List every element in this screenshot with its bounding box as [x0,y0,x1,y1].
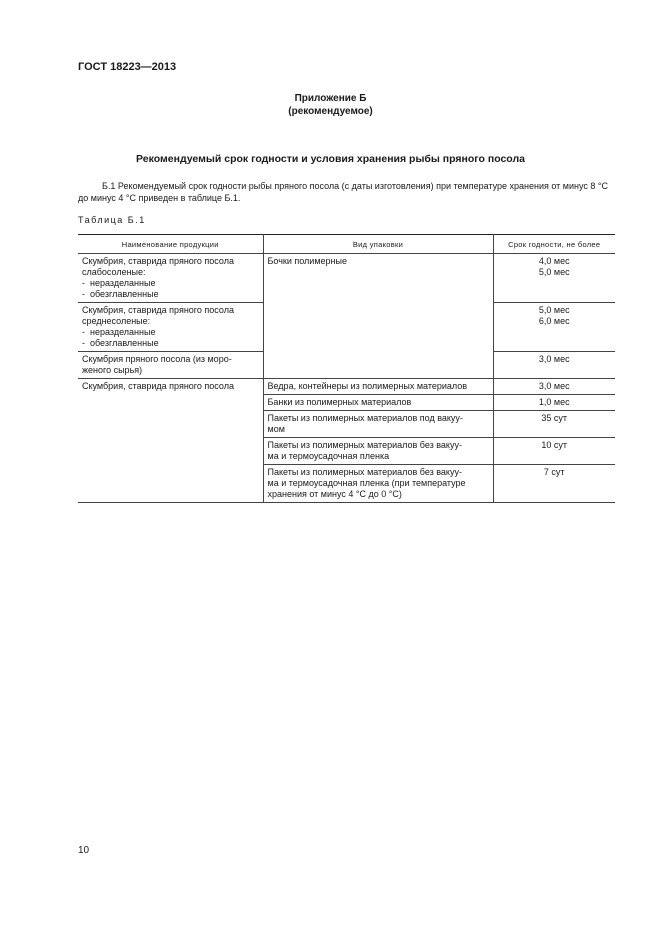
term-cell: 35 сут [493,411,615,438]
product-item: - обезглавленные [82,338,259,349]
product-title: Скумбрия, ставрида пряного посола [82,305,234,315]
product-cell [78,303,263,352]
header-term: Срок годности, не более [493,235,615,254]
term-cell: 3,0 мес [493,379,615,395]
header-packaging: Вид упаковки [263,235,493,254]
packaging-cell [263,379,493,395]
term-value: 5,0 мес [538,305,570,315]
paragraph-b1: Б.1 Рекомендуемый срок годности рыбы пряного посола (с даты изготовления) при температуре хранения от минус 8 °С до минус 4 °С приведен в таблице Б.1. [78,181,608,203]
packaging-text: Ведра, контейнеры из полимерных материалов [267,381,468,391]
term-cell [493,254,615,303]
term-value: 6,0 мес [538,316,570,326]
shelf-life-table [78,234,615,503]
product-title: женого сырья) [82,365,143,375]
product-subtitle: среднесоленые: [82,316,151,326]
product-title: Скумбрия, ставрида пряного посола [82,256,234,266]
product-title: Скумбрия пряного посола (из моро- [82,354,232,364]
product-cell [78,254,263,303]
packaging-text: ма и термоусадочная пленка (при температуре [267,478,466,488]
packaging-text: Пакеты из полимерных материалов под вакуу- [267,413,463,423]
packaging-text: Банки из полимерных материалов [267,397,412,407]
packaging-text: Пакеты из полимерных материалов без вакуу- [267,440,462,450]
product-cell [78,352,263,379]
term-cell [493,303,615,352]
packaging-cell: Бочки полимерные [263,254,493,379]
term-value: 4,0 мес [538,256,570,266]
packaging-cell [263,395,493,411]
packaging-cell [263,465,493,503]
appendix-title: Приложение Б [294,93,367,104]
packaging-text: хранения от минус 4 °С до 0 °С) [267,489,402,499]
table-header-row [78,235,615,254]
header-product: Наименование продукции [78,235,263,254]
term-cell: 3,0 мес [493,352,615,379]
term-cell: 10 сут [493,438,615,465]
packaging-cell [263,438,493,465]
appendix-subtitle: (рекомендуемое) [288,106,373,117]
page-number: 10 [78,845,90,856]
term-cell: 7 сут [493,465,615,503]
product-item: - неразделанные [82,278,259,289]
table-label: Таблица Б.1 [78,215,146,225]
standard-header: ГОСТ 18223—2013 [78,61,177,73]
product-subtitle: слабосоленые: [82,267,146,277]
table-row [78,254,615,303]
packaging-cell [263,411,493,438]
section-title: Рекомендуемый срок годности и условия хранения рыбы пряного посола [136,153,525,165]
term-value: 5,0 мес [538,267,570,277]
packaging-text: ма и термоусадочная пленка [267,451,390,461]
packaging-text: мом [267,424,285,434]
product-item: - неразделанные [82,327,259,338]
product-cell: Скумбрия, ставрида пряного посола [78,379,263,503]
table-row [78,379,615,395]
term-cell: 1,0 мес [493,395,615,411]
product-item: - обезглавленные [82,289,259,300]
packaging-text: Пакеты из полимерных материалов без вакуу- [267,467,462,477]
